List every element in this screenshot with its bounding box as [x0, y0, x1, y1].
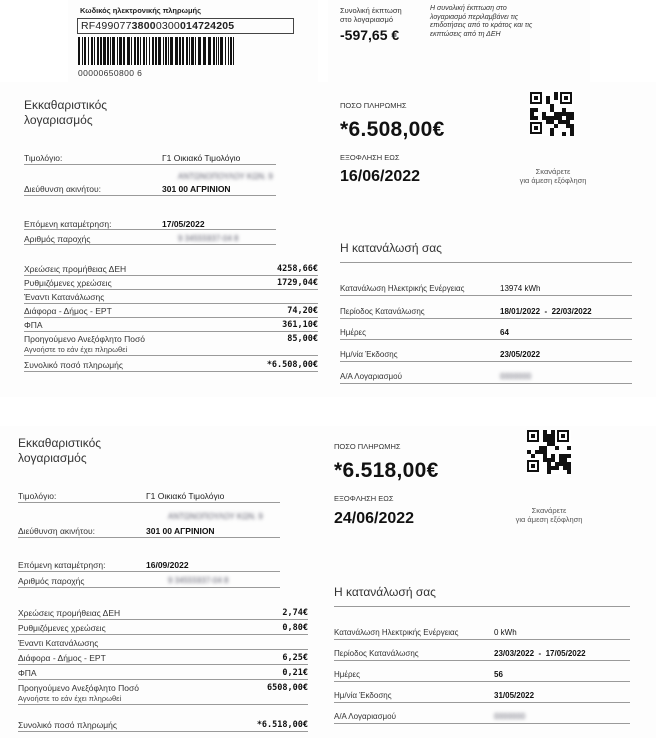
consumption-value: 23/05/2022: [500, 350, 541, 359]
scan-text-1: Σκανάρετε: [531, 506, 567, 515]
barcode: [78, 37, 238, 65]
barcode-bar: [134, 37, 136, 65]
supply-number-blurred: 9 34555937-04 8: [178, 234, 239, 243]
barcode-bar: [149, 37, 150, 65]
due-date-label: ΕΞΟΦΛΗΣΗ ΕΩΣ: [340, 153, 400, 162]
supply-number-blurred: 9 34555937-04 8: [168, 576, 229, 585]
charge-value: 4258,66€: [277, 264, 318, 274]
barcode-bar: [110, 37, 111, 65]
bill-2: [0, 426, 656, 738]
barcode-bar: [152, 37, 154, 65]
barcode-bar: [198, 37, 201, 65]
bill-title-line2: λογαριασμός: [24, 113, 93, 127]
bill-1: [0, 82, 656, 397]
barcode-bar: [182, 37, 184, 65]
consumption-value: 23/03/2022 - 17/05/2022: [494, 649, 586, 658]
charge-label: ΦΠΑ: [24, 320, 43, 330]
next-reading-label: Επόμενη καταμέτρηση:: [18, 560, 106, 570]
barcode-bar: [112, 37, 115, 65]
consumption-value: 31/05/2022: [494, 691, 535, 700]
due-date: 16/06/2022: [340, 168, 421, 185]
top-header-right: [328, 0, 590, 82]
charge-value: 74,20€: [287, 306, 318, 316]
barcode-bar: [170, 37, 173, 65]
barcode-bar: [82, 37, 83, 65]
ignore-note: Αγνοήστε το εάν έχει πληρωθεί: [24, 345, 128, 354]
consumption-label: Ημέρες: [334, 670, 360, 679]
barcode-bar: [155, 37, 157, 65]
barcode-bar: [175, 37, 178, 65]
charge-label: Προηγούμενο Ανεξόφλητο Ποσό: [18, 683, 139, 693]
pay-amount: *6.518,00€: [334, 459, 439, 482]
charge-label: Διάφορα - Δήμος - ΕΡΤ: [18, 653, 106, 663]
barcode-bar: [186, 37, 188, 65]
charge-value: 2,74€: [282, 608, 308, 618]
charge-label: Χρεώσεις προμήθειας ΔΕΗ: [24, 264, 127, 274]
address-blurred: ΑΝΤΩΝΟΠΟΥΛΟΥ ΚΩΝ. 9: [168, 512, 263, 521]
barcode-bar: [230, 37, 232, 65]
consumption-label: Κατανάλωση Ηλεκτρικής Ενέργειας: [334, 628, 459, 637]
total-label: Συνολικό ποσό πληρωμής: [18, 720, 117, 730]
barcode-bar: [225, 37, 226, 65]
barcode-bar: [165, 37, 167, 65]
ignore-note: Αγνοήστε το εάν έχει πληρωθεί: [18, 694, 122, 703]
bill-divider: [0, 398, 656, 426]
charge-value: 0,21€: [282, 668, 308, 678]
charge-value: 6,25€: [282, 653, 308, 663]
consumption-title: Η κατανάλωσή σας: [340, 241, 442, 255]
discount-value: -597,65 €: [340, 27, 400, 43]
qr-code-icon[interactable]: [530, 92, 574, 136]
charge-value: 6508,00€: [267, 683, 308, 693]
barcode-bar: [131, 37, 132, 65]
top-header-left: [68, 0, 318, 82]
charge-label: Ρυθμιζόμενες χρεώσεις: [24, 278, 112, 288]
barcode-bar: [233, 37, 234, 65]
barcode-bar: [168, 37, 169, 65]
charge-label: Έναντι Κατανάλωσης: [18, 638, 99, 648]
charge-label: Διάφορα - Δήμος - ΕΡΤ: [24, 306, 112, 316]
invoice-label: Τιμολόγιο:: [18, 491, 57, 501]
consumption-value: 0 kWh: [494, 628, 517, 637]
address-blurred: ΑΝΤΩΝΟΠΟΥΛΟΥ ΚΩΝ. 9: [178, 172, 273, 181]
consumption-label: Περίοδος Κατανάλωσης: [334, 649, 419, 658]
consumption-title: Η κατανάλωσή σας: [334, 585, 436, 599]
charge-label: ΦΠΑ: [18, 668, 37, 678]
barcode-bar: [119, 37, 122, 65]
charge-label: Ρυθμιζόμενες χρεώσεις: [18, 623, 106, 633]
scan-text-1: Σκανάρετε: [535, 167, 571, 176]
total-value: *6.508,00€: [266, 360, 318, 370]
barcode-bar: [143, 37, 145, 65]
barcode-bar: [191, 37, 194, 65]
barcode-bar: [203, 37, 206, 65]
invoice-value: Γ1 Οικιακό Τιμολόγιο: [162, 153, 241, 163]
barcode-bar: [195, 37, 196, 65]
rf-code-part2: 3800: [131, 20, 156, 32]
barcode-bar: [123, 37, 125, 65]
payment-code-label: Κωδικός ηλεκτρονικής πληρωμής: [80, 6, 202, 15]
barcode-bar: [140, 37, 141, 65]
barcode-bar: [228, 37, 229, 65]
charge-value: 361,10€: [282, 320, 318, 330]
charge-value: 85,00€: [287, 334, 318, 344]
charge-value: 1729,04€: [277, 278, 318, 288]
total-value: *6.518,00€: [256, 720, 308, 730]
charge-value: 0,80€: [282, 623, 308, 633]
charge-label: Έναντι Κατανάλωσης: [24, 292, 105, 302]
qr-code-icon[interactable]: [527, 430, 571, 474]
account-number-blurred: 0000000: [500, 372, 532, 381]
scan-text-2: για άμεση εξόφληση: [519, 176, 587, 185]
supply-number-label: Αριθμός παροχής: [18, 576, 85, 586]
barcode-number: 00000650800 6: [78, 68, 143, 78]
discount-label-1: Συνολική έκπτωση: [340, 6, 402, 15]
pay-amount: *6.508,00€: [340, 118, 445, 141]
supply-number-label: Αριθμός παροχής: [24, 234, 91, 244]
scan-text-2: για άμεση εξόφληση: [515, 515, 583, 524]
barcode-bar: [158, 37, 161, 65]
rf-code-part4: 014724205: [179, 20, 235, 32]
address-label: Διεύθυνση ακινήτου:: [24, 184, 101, 194]
barcode-bar: [88, 37, 89, 65]
barcode-bar: [103, 37, 106, 65]
next-reading-value: 17/05/2022: [162, 219, 205, 229]
address-label: Διεύθυνση ακινήτου:: [18, 526, 95, 536]
barcode-bar: [146, 37, 147, 65]
consumption-value: 18/01/2022 - 22/03/2022: [500, 307, 592, 316]
charge-label: Χρεώσεις προμήθειας ΔΕΗ: [18, 608, 121, 618]
consumption-label: Ημ/νία Έκδοσης: [334, 691, 392, 700]
invoice-value: Γ1 Οικιακό Τιμολόγιο: [146, 491, 225, 501]
barcode-bar: [84, 37, 86, 65]
consumption-label: Περίοδος Κατανάλωσης: [340, 307, 425, 316]
due-date-label: ΕΞΟΦΛΗΣΗ ΕΩΣ: [334, 494, 394, 503]
barcode-bar: [127, 37, 130, 65]
barcode-bar: [107, 37, 109, 65]
consumption-value: 56: [494, 670, 503, 679]
rf-code-part1: RF499077: [81, 20, 132, 32]
barcode-bar: [117, 37, 118, 65]
barcode-bar: [189, 37, 190, 65]
account-number-blurred: 0000000: [494, 712, 526, 721]
barcode-bar: [97, 37, 99, 65]
barcode-bar: [137, 37, 139, 65]
rf-code-part3: 0300: [155, 20, 180, 32]
barcode-bar: [100, 37, 102, 65]
charge-label: Προηγούμενο Ανεξόφλητο Ποσό: [24, 334, 145, 344]
total-label: Συνολικό ποσό πληρωμής: [24, 360, 123, 370]
barcode-bar: [163, 37, 164, 65]
barcode-bar: [218, 37, 219, 65]
consumption-label: Α/Α Λογαριασμού: [340, 372, 402, 381]
bill-title-line1: Εκκαθαριστικός: [24, 98, 108, 112]
consumption-label: Ημέρες: [340, 328, 366, 337]
barcode-bar: [91, 37, 93, 65]
address-value: 301 00 ΑΓΡΙΝΙΟΝ: [146, 526, 215, 536]
barcode-bar: [78, 37, 80, 65]
consumption-value: 13974 kWh: [500, 284, 541, 293]
pay-amount-label: ΠΟΣΟ ΠΛΗΡΩΜΗΣ: [340, 101, 407, 110]
barcode-bar: [216, 37, 217, 65]
invoice-label: Τιμολόγιο:: [24, 153, 63, 163]
discount-label-2: στο λογαριασμό: [340, 15, 394, 24]
consumption-label: Ημ/νία Έκδοσης: [340, 350, 398, 359]
address-value: 301 00 ΑΓΡΙΝΙΟΝ: [162, 184, 231, 194]
consumption-label: Α/Α Λογαριασμού: [334, 712, 396, 721]
next-reading-value: 16/09/2022: [146, 560, 189, 570]
consumption-value: 64: [500, 328, 509, 337]
bill-title-line1: Εκκαθαριστικός: [18, 436, 102, 450]
discount-note: Η συνολική έκπτωση στο λογαριασμό περιλαμβάνει τις επιδοτήσεις από το κράτος και τις εκπτώσεις από τη ΔΕΗ: [430, 5, 533, 38]
barcode-bar: [208, 37, 211, 65]
bill-title-line2: λογαριασμός: [18, 451, 87, 465]
consumption-label: Κατανάλωση Ηλεκτρικής Ενέργειας: [340, 284, 465, 293]
barcode-bar: [220, 37, 223, 65]
pay-amount-label: ΠΟΣΟ ΠΛΗΡΩΜΗΣ: [334, 442, 401, 451]
next-reading-label: Επόμενη καταμέτρηση:: [24, 219, 112, 229]
due-date: 24/06/2022: [334, 510, 415, 527]
barcode-bar: [179, 37, 181, 65]
rf-code-box: [77, 18, 294, 34]
barcode-bar: [94, 37, 95, 65]
barcode-bar: [213, 37, 215, 65]
